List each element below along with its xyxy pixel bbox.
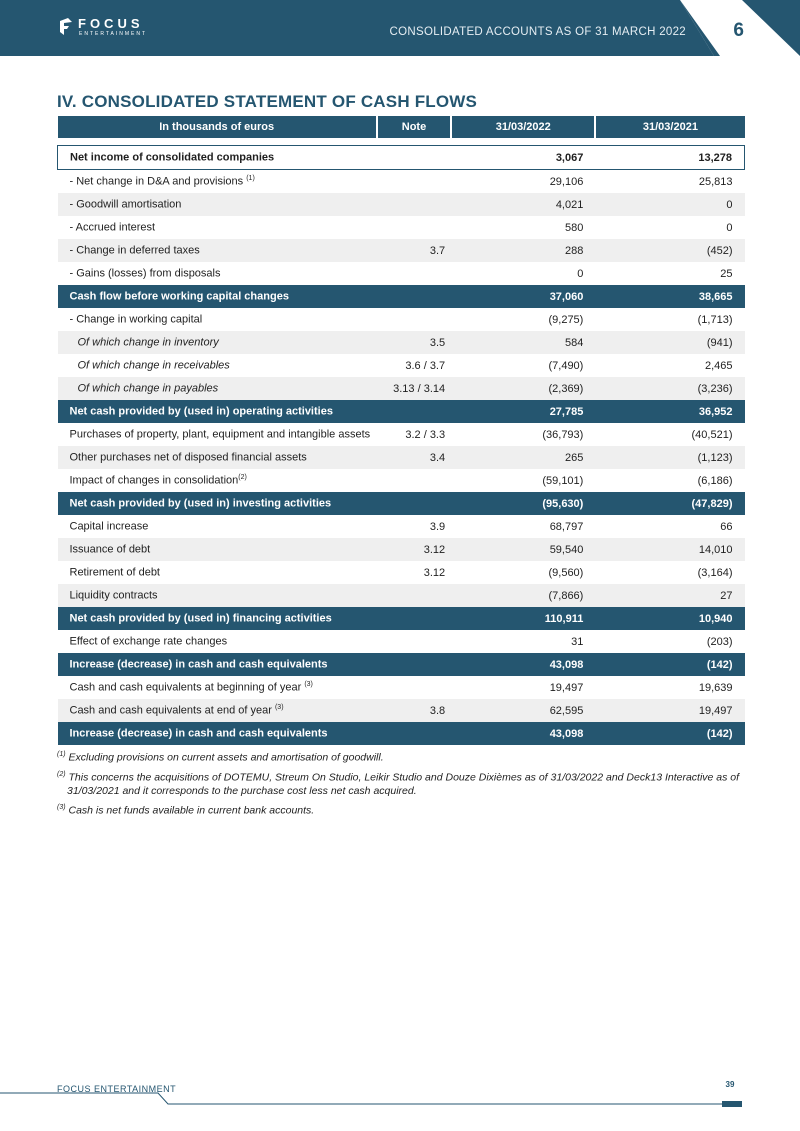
table-row: [58, 193, 745, 216]
row-label: [58, 538, 377, 561]
footnotes: [57, 748, 747, 821]
table-row: [58, 446, 745, 469]
row-note: [377, 676, 451, 699]
row-label-text: Net cash provided by (used in) investing activities: [69, 497, 332, 510]
row-value-2022: 68,797: [451, 515, 595, 538]
row-value-2022: 110,911: [451, 607, 595, 630]
row-label-text: Issuance of debt: [69, 543, 151, 556]
row-value-2021: 13,278: [595, 146, 744, 170]
cash-flow-table: [57, 116, 745, 745]
table-subtotal-row: [58, 285, 745, 308]
table-row: [58, 699, 745, 722]
row-label-text: Of which change in payables: [77, 382, 219, 395]
row-note: [377, 146, 451, 170]
table-header-row: [58, 116, 745, 138]
row-note: [377, 308, 451, 331]
row-note: [377, 607, 451, 630]
row-value-2021: (142): [595, 653, 744, 676]
section-title: IV. CONSOLIDATED STATEMENT OF CASH FLOWS: [57, 92, 478, 111]
row-footnote-mark: (1): [246, 175, 255, 183]
row-note: [377, 400, 451, 423]
row-value-2022: (36,793): [451, 423, 595, 446]
row-label: [58, 331, 377, 354]
row-value-2022: (95,630): [451, 492, 595, 515]
row-note: 3.6 / 3.7: [377, 354, 451, 377]
row-value-2022: 43,098: [451, 722, 595, 745]
row-label-text: - Change in deferred taxes: [69, 244, 200, 257]
row-label-text: Retirement of debt: [69, 566, 160, 579]
row-label: [58, 561, 377, 584]
row-label-text: Other purchases net of disposed financial assets: [69, 451, 307, 464]
table-row: [58, 377, 745, 400]
row-value-2021: 36,952: [595, 400, 744, 423]
focus-logo-icon: [58, 18, 74, 36]
row-footnote-mark: (3): [274, 704, 284, 712]
row-note: 3.12: [377, 538, 451, 561]
row-label-text: Increase (decrease) in cash and cash equivalents: [69, 658, 328, 671]
row-label-text: - Change in working capital: [69, 313, 203, 326]
row-value-2021: 27: [595, 584, 744, 607]
page-number: 39: [725, 1080, 735, 1089]
row-note: 3.8: [377, 699, 451, 722]
row-value-2021: 25: [595, 262, 744, 285]
footnote: [57, 801, 747, 818]
row-label: [58, 446, 377, 469]
row-value-2022: 59,540: [451, 538, 595, 561]
row-label-text: - Accrued interest: [69, 221, 156, 234]
row-note: [377, 630, 451, 653]
table-row: [58, 354, 745, 377]
row-value-2021: (1,123): [595, 446, 744, 469]
row-label: [58, 722, 377, 745]
row-value-2022: 27,785: [451, 400, 595, 423]
row-value-2022: (2,369): [451, 377, 595, 400]
row-label-text: Net income of consolidated companies: [70, 151, 275, 164]
row-value-2021: (6,186): [595, 469, 744, 492]
row-label-text: Capital increase: [69, 520, 149, 533]
row-label: [58, 377, 377, 400]
footnote: [57, 748, 747, 765]
table-row: [58, 239, 745, 262]
row-value-2021: 19,639: [595, 676, 744, 699]
row-label-text: Of which change in inventory: [77, 336, 219, 349]
row-note: [377, 285, 451, 308]
row-label: [58, 239, 377, 262]
row-value-2021: (142): [595, 722, 744, 745]
row-label-text: - Gains (losses) from disposals: [69, 267, 221, 280]
row-note: 3.13 / 3.14: [377, 377, 451, 400]
row-value-2022: 19,497: [451, 676, 595, 699]
row-label-text: Purchases of property, plant, equipment and intangible assets: [69, 428, 371, 441]
row-value-2021: 19,497: [595, 699, 744, 722]
row-note: [377, 170, 451, 194]
row-label: [58, 216, 377, 239]
row-label: [58, 308, 377, 331]
row-label-text: Impact of changes in consolidation: [69, 474, 239, 487]
row-value-2021: 38,665: [595, 285, 744, 308]
row-value-2021: 66: [595, 515, 744, 538]
chapter-number: 6: [733, 20, 744, 41]
row-footnote-mark: (3): [304, 681, 313, 689]
column-header-label: In thousands of euros: [58, 116, 377, 138]
row-note: [377, 469, 451, 492]
table-row: [58, 308, 745, 331]
table-row: [58, 676, 745, 699]
row-value-2021: (203): [595, 630, 744, 653]
row-note: 3.9: [377, 515, 451, 538]
row-note: [377, 492, 451, 515]
row-value-2021: (3,164): [595, 561, 744, 584]
row-label-text: - Net change in D&A and provisions: [69, 175, 247, 188]
column-header-2022: 31/03/2022: [451, 116, 595, 138]
row-note: [377, 262, 451, 285]
row-label-text: Net cash provided by (used in) financing activities: [69, 612, 332, 625]
footnote-text: This concerns the acquisitions of DOTEMU, Streum On Studio, Leikir Studio and Douze Dixièmes as of 31/03/2022 and Deck13 Interactive as of 31/03/2021 and it corresponds to the purchase cost less net cash acquired.: [65, 771, 740, 797]
row-value-2021: (941): [595, 331, 744, 354]
row-label: [58, 630, 377, 653]
logo-subtitle: ENTERTAINMENT: [79, 31, 148, 37]
table-spacer: [58, 138, 745, 146]
footnote-text: Excluding provisions on current assets and amortisation of goodwill.: [65, 751, 384, 764]
row-value-2022: 31: [451, 630, 595, 653]
document-title: CONSOLIDATED ACCOUNTS AS OF 31 MARCH 2022: [389, 26, 686, 38]
row-label: [58, 170, 377, 194]
footnote-mark: (3): [57, 804, 66, 811]
column-header-2021: 31/03/2021: [595, 116, 744, 138]
row-value-2022: 43,098: [451, 653, 595, 676]
column-header-note: Note: [377, 116, 451, 138]
row-value-2022: (7,490): [451, 354, 595, 377]
row-label: [58, 515, 377, 538]
row-label-text: Liquidity contracts: [69, 589, 158, 602]
row-note: 3.2 / 3.3: [377, 423, 451, 446]
table-row: [58, 423, 745, 446]
row-label: [58, 146, 377, 170]
row-label-text: Increase (decrease) in cash and cash equivalents: [69, 727, 328, 740]
row-value-2021: 0: [595, 193, 744, 216]
row-value-2021: 2,465: [595, 354, 744, 377]
table-subtotal-row: [58, 722, 745, 745]
row-label: [58, 400, 377, 423]
row-note: 3.12: [377, 561, 451, 584]
table-subtotal-row: [58, 492, 745, 515]
row-value-2022: (7,866): [451, 584, 595, 607]
row-label: [58, 699, 377, 722]
table-subtotal-row: [58, 653, 745, 676]
row-label-text: Effect of exchange rate changes: [69, 635, 228, 648]
table-row: [58, 515, 745, 538]
row-value-2022: 288: [451, 239, 595, 262]
table-row: [58, 331, 745, 354]
table-subtotal-row: [58, 607, 745, 630]
row-value-2022: 3,067: [451, 146, 595, 170]
row-note: [377, 216, 451, 239]
row-value-2021: (3,236): [595, 377, 744, 400]
footnote-mark: (1): [57, 751, 66, 758]
row-value-2022: 0: [451, 262, 595, 285]
row-value-2022: 29,106: [451, 170, 595, 194]
row-value-2021: 14,010: [595, 538, 744, 561]
row-note: [377, 722, 451, 745]
table-subtotal-row: [58, 146, 745, 170]
row-value-2022: 580: [451, 216, 595, 239]
table-row: [58, 538, 745, 561]
row-label: [58, 607, 377, 630]
row-value-2022: (59,101): [451, 469, 595, 492]
row-label-text: Cash and cash equivalents at end of year: [69, 704, 275, 717]
row-note: [377, 584, 451, 607]
table-row: [58, 561, 745, 584]
row-value-2022: 62,595: [451, 699, 595, 722]
footer-company: FOCUS ENTERTAINMENT: [57, 1084, 177, 1094]
row-value-2021: 25,813: [595, 170, 744, 194]
row-note: [377, 653, 451, 676]
row-value-2022: (9,560): [451, 561, 595, 584]
table-row: [58, 170, 745, 194]
row-value-2022: 4,021: [451, 193, 595, 216]
table-row: [58, 584, 745, 607]
row-value-2021: 0: [595, 216, 744, 239]
row-label-text: Net cash provided by (used in) operating activities: [69, 405, 333, 418]
row-label-text: - Goodwill amortisation: [69, 198, 182, 211]
table-row: [58, 630, 745, 653]
table-row: [58, 216, 745, 239]
logo-wordmark: FOCUS: [78, 16, 144, 31]
row-note: [377, 193, 451, 216]
row-value-2022: 37,060: [451, 285, 595, 308]
footnote-mark: (2): [57, 770, 66, 778]
row-label: [58, 492, 377, 515]
row-note: 3.7: [377, 239, 451, 262]
row-label: [58, 354, 377, 377]
row-label: [58, 584, 377, 607]
row-label-text: Cash and cash equivalents at beginning of year: [69, 681, 305, 694]
row-value-2021: 10,940: [595, 607, 744, 630]
footnote: [57, 768, 747, 799]
row-label: [58, 653, 377, 676]
row-value-2021: (452): [595, 239, 744, 262]
row-value-2021: (40,521): [595, 423, 744, 446]
row-footnote-mark: (2): [238, 474, 247, 482]
row-label-text: Cash flow before working capital changes: [69, 290, 289, 303]
footnote-text: Cash is net funds available in current bank accounts.: [65, 804, 315, 817]
row-value-2022: 265: [451, 446, 595, 469]
row-label: [58, 469, 377, 492]
row-value-2022: 584: [451, 331, 595, 354]
row-label: [58, 285, 377, 308]
row-value-2022: (9,275): [451, 308, 595, 331]
row-value-2021: (1,713): [595, 308, 744, 331]
table-subtotal-row: [58, 400, 745, 423]
row-label: [58, 423, 377, 446]
row-label: [58, 676, 377, 699]
row-note: 3.5: [377, 331, 451, 354]
row-label-text: Of which change in receivables: [77, 359, 230, 372]
row-label: [58, 262, 377, 285]
spacer-cell: [58, 138, 745, 146]
table-row: [58, 469, 745, 492]
row-label: [58, 193, 377, 216]
row-value-2021: (47,829): [595, 492, 744, 515]
table-row: [58, 262, 745, 285]
row-note: 3.4: [377, 446, 451, 469]
